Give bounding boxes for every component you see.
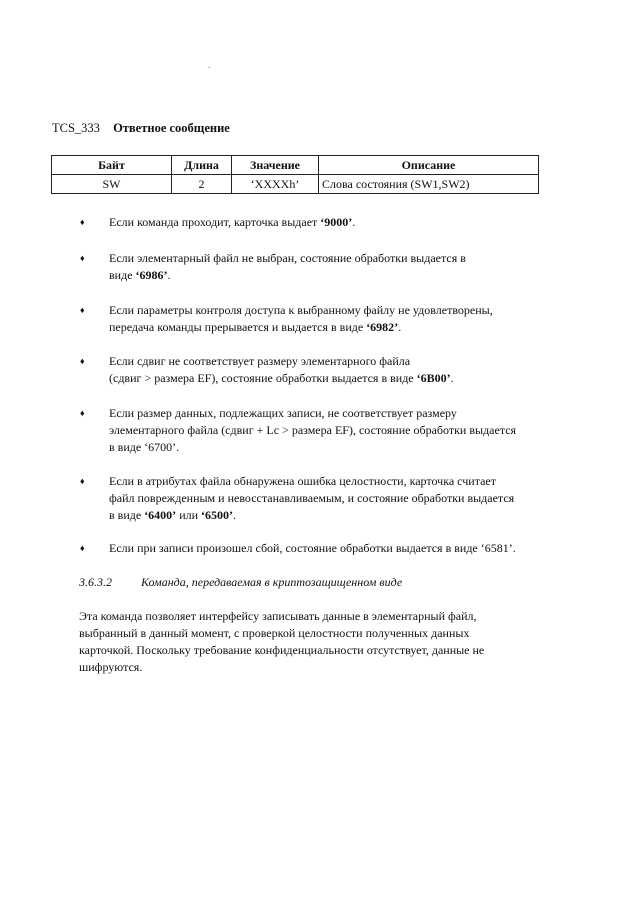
response-table [51,155,539,194]
paragraph-line: выбранный в данный момент, с проверкой целостности полученных данных [79,626,470,640]
cell-value: ‘XXXXh’ [232,175,319,194]
text-line [109,302,549,319]
text-run: . [352,215,356,229]
section-number: 3.6.3.2 [79,575,112,589]
text-line [109,490,549,507]
text-line [109,267,549,284]
bullet-diamond-icon: ♦ [80,356,85,366]
requirement-id: TCS_333 [52,121,100,135]
section-heading [79,575,402,590]
header-length: Длина [172,156,232,175]
text-run: . [233,508,237,522]
list-item-text [109,540,549,557]
text-run: Если параметры контроля доступа к выбранному файлу не удовлетворены, [109,303,493,317]
paragraph-line: Эта команда позволяет интерфейсу записывать данные в элементарный файл, [79,609,477,623]
paragraph-line: карточкой. Поскольку требование конфиденциальности отсутствует, данные не [79,643,485,657]
table-row [52,175,539,194]
text-line [109,353,549,370]
text-run: Если команда проходит, карточка выдает [109,215,321,229]
bullet-diamond-icon: ♦ [80,408,85,418]
text-run: Если размер данных, подлежащих записи, не соответствует размеру [109,406,457,420]
text-run: или [176,508,202,522]
requirement-title: Ответное сообщение [113,121,230,135]
text-line [109,405,549,422]
list-item-text [109,473,549,524]
status-code: ‘6500’ [201,508,234,522]
bullet-diamond-icon: ♦ [80,217,85,227]
paragraph-line: шифруются. [79,660,143,674]
text-run: передача команды прерывается и выдается в виде [109,320,367,334]
text-line [109,507,549,524]
header-byte: Байт [52,156,172,175]
bullet-diamond-icon: ♦ [80,253,85,263]
table-header-row [52,156,539,175]
text-line [109,473,549,490]
list-item-text [109,250,549,284]
section-title: Команда, передаваемая в криптозащищенном виде [141,575,403,589]
text-run: Если элементарный файл не выбран, состояние обработки выдается в [109,251,466,265]
header-description: Описание [319,156,539,175]
text-line [109,319,549,336]
list-item-text [109,214,549,231]
scan-speck [208,67,210,68]
header-value: Значение [232,156,319,175]
body-paragraph [79,608,549,676]
text-run: . [398,320,402,334]
text-run: элементарного файла (сдвиг + Lc > размера EF), состояние обработки выдается [109,423,517,437]
text-run: Если сдвиг не соответствует размеру элементарного файла [109,354,411,368]
text-run: . [450,371,454,385]
text-run: Если при записи произошел сбой, состояние обработки выдается в виде ‘6581’. [109,541,516,555]
list-item-text [109,353,549,387]
cell-length: 2 [172,175,232,194]
list-item-text [109,405,549,456]
status-code: ‘9000’ [320,215,353,229]
text-run: виде [109,268,136,282]
text-line [109,540,549,557]
text-run: Если в атрибутах файла обнаружена ошибка целостности, карточка считает [109,474,496,488]
text-line [109,422,549,439]
cell-description: Слова состояния (SW1,SW2) [319,175,539,194]
text-run: файл поврежденным и невосстанавливаемым, и состояние обработки выдается [109,491,515,505]
text-line [109,214,549,231]
text-run: (сдвиг > размера EF), состояние обработки выдается в виде [109,371,417,385]
status-code: ‘6982’ [366,320,399,334]
requirement-heading [52,121,230,136]
text-line [109,370,549,387]
text-run: . [167,268,171,282]
status-code: ‘6986’ [135,268,168,282]
text-run: в виде ‘6700’. [109,440,180,454]
cell-byte: SW [52,175,172,194]
bullet-diamond-icon: ♦ [80,543,85,553]
text-run: в виде [109,508,145,522]
text-line [109,439,549,456]
list-item-text [109,302,549,336]
bullet-diamond-icon: ♦ [80,476,85,486]
text-line [109,250,549,267]
status-code: ‘6B00’ [416,371,451,385]
status-code: ‘6400’ [144,508,177,522]
bullet-diamond-icon: ♦ [80,305,85,315]
